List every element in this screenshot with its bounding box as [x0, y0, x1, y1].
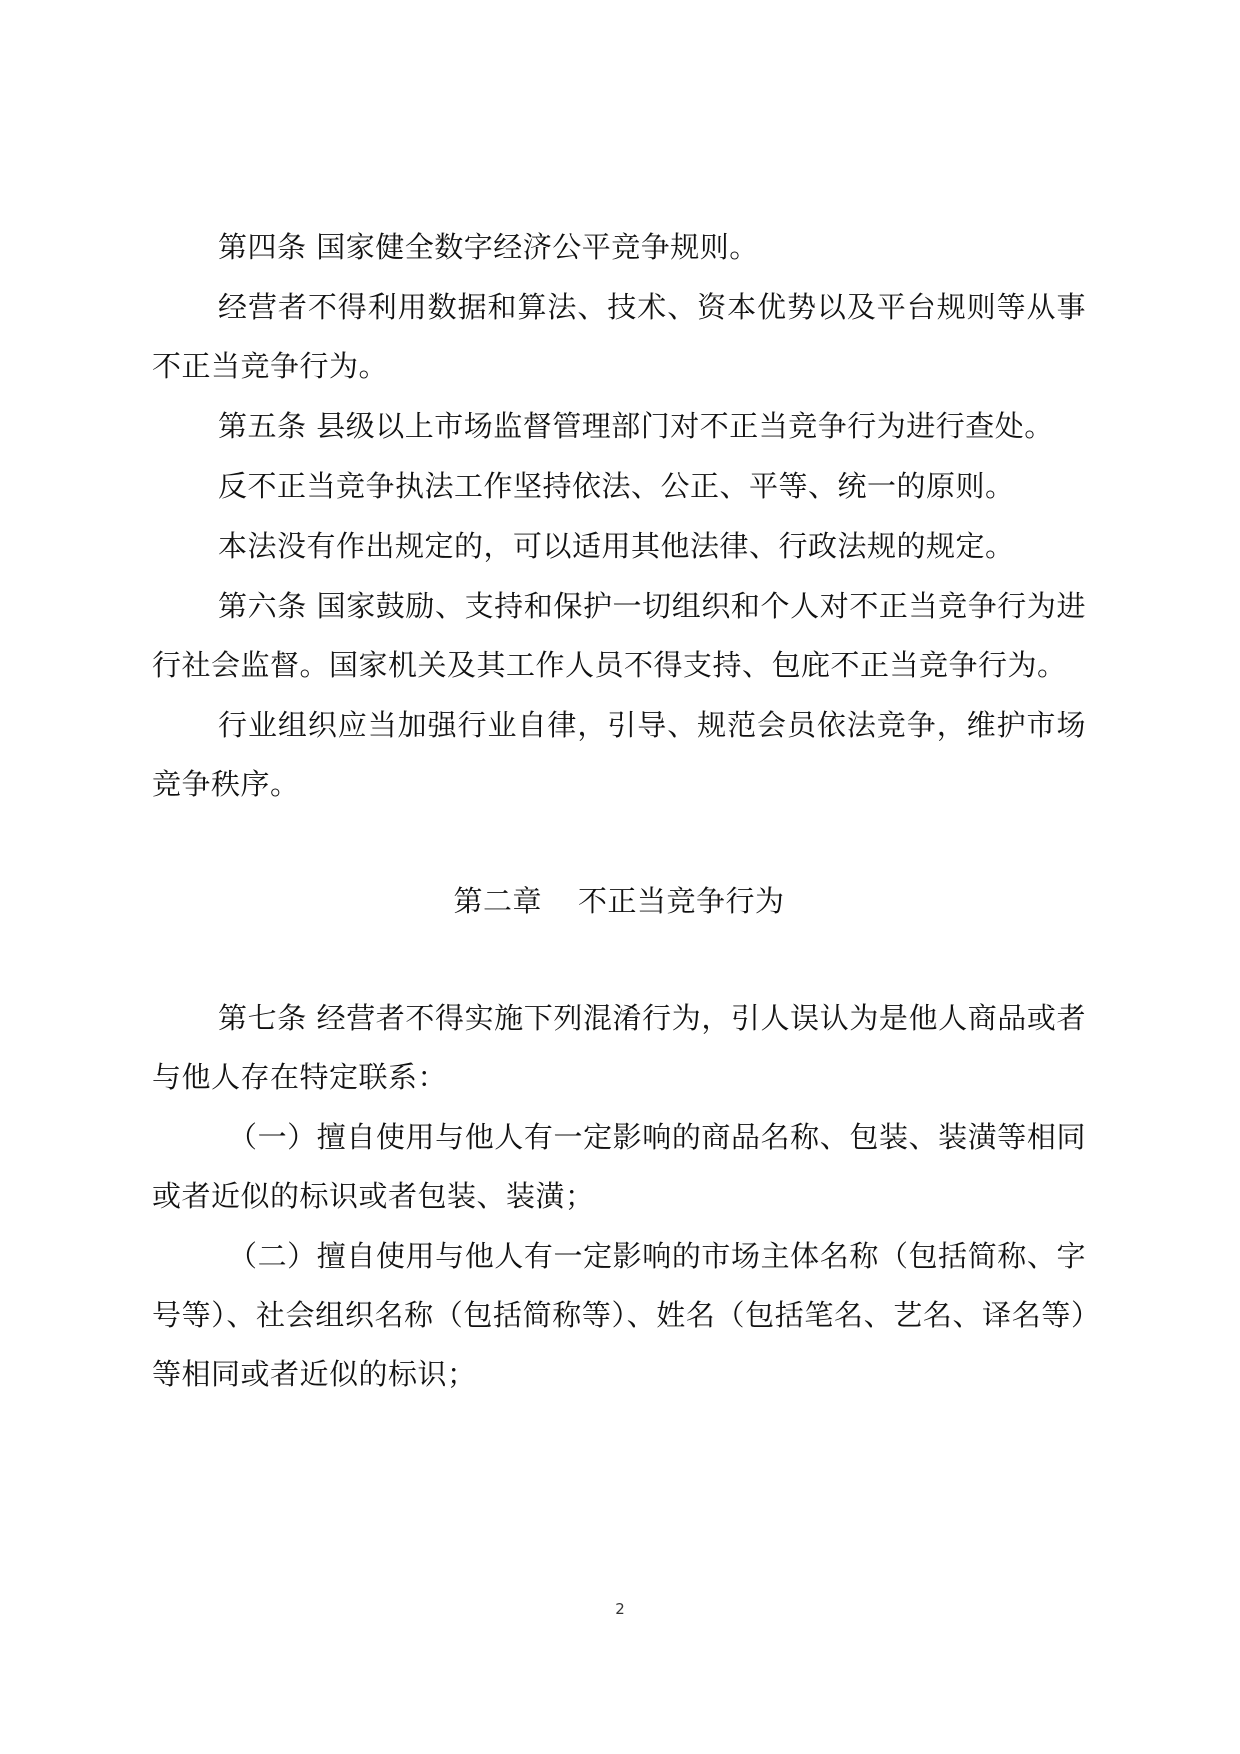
- page-number: 2: [615, 1600, 625, 1618]
- article-4-paragraph-2: 经营者不得利用数据和算法、技术、资本优势以及平台规则等从事不正当竞争行为。: [152, 290, 1086, 383]
- chapter-number: 第二章: [453, 884, 542, 918]
- article-5-paragraph-1: 第五条 县级以上市场监督管理部门对不正当竞争行为进行查处。: [218, 409, 1054, 443]
- document-body: [152, 218, 1086, 1405]
- article-7-item-1: （一）擅自使用与他人有一定影响的商品名称、包装、装潢等相同或者近似的标识或者包装、装潢；: [152, 1120, 1086, 1213]
- article-7-item-2: （二）擅自使用与他人有一定影响的市场主体名称（包括简称、字号等）、社会组织名称（包括简称等）、姓名（包括笔名、艺名、译名等）等相同或者近似的标识；: [152, 1239, 1086, 1391]
- article-4-paragraph-1: 第四条 国家健全数字经济公平竞争规则。: [218, 230, 759, 264]
- article-5-paragraph-3: 本法没有作出规定的，可以适用其他法律、行政法规的规定。: [218, 529, 1015, 563]
- chapter-title: 不正当竞争行为: [578, 884, 785, 918]
- chapter-heading: [152, 872, 1086, 931]
- article-5-paragraph-2: 反不正当竞争执法工作坚持依法、公正、平等、统一的原则。: [218, 469, 1015, 503]
- article-6-paragraph-1: 第六条 国家鼓励、支持和保护一切组织和个人对不正当竞争行为进行社会监督。国家机关及其工作人员不得支持、包庇不正当竞争行为。: [152, 589, 1086, 682]
- article-7-paragraph-1: 第七条 经营者不得实施下列混淆行为，引人误认为是他人商品或者与他人存在特定联系：: [152, 1001, 1086, 1094]
- article-6-paragraph-2: 行业组织应当加强行业自律，引导、规范会员依法竞争，维护市场竞争秩序。: [152, 708, 1086, 801]
